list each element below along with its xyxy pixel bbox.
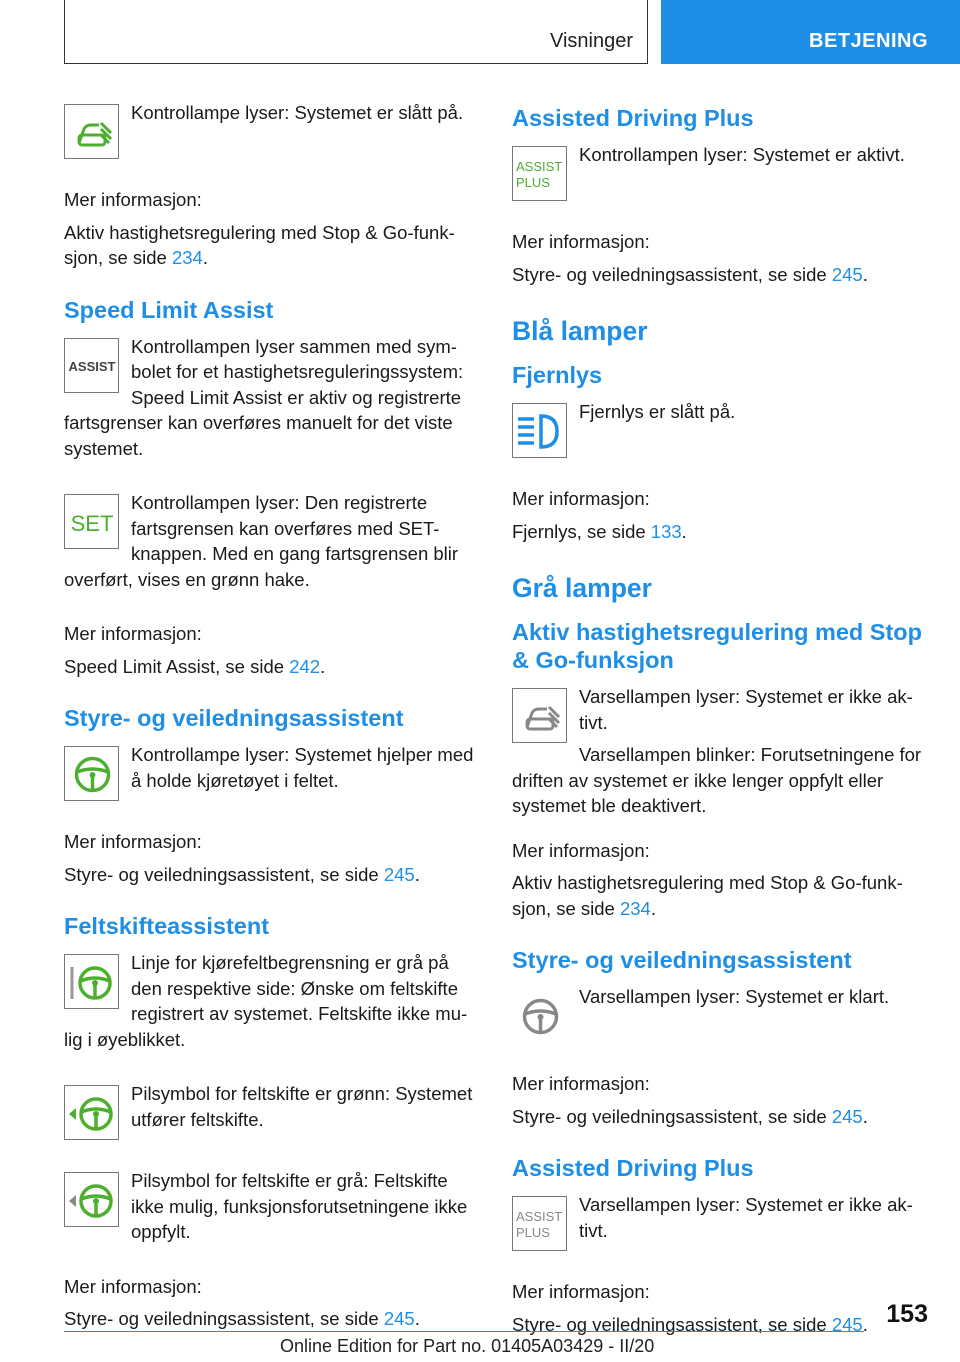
heading-steering-assistant-grey: Styre- og veiledningsassistent — [512, 947, 852, 973]
chapter-tab — [661, 0, 960, 64]
heading-steering-assistant: Styre- og veiledningsassistent — [64, 705, 404, 731]
icon-assist-label: ASSIST — [516, 159, 563, 174]
ref-end: . — [320, 655, 326, 677]
ref-end: . — [862, 263, 868, 285]
high-beam-icon — [512, 403, 567, 458]
cruise-control-green-icon — [64, 104, 119, 159]
page-number: 153 — [886, 1300, 928, 1328]
lane-arrow-grey-text: Pilsymbol for feltskifte er grå: Feltskifte ikke mulig, funksjonsforutsetningene ikke oppfylt. — [131, 1170, 468, 1242]
footer-edition: Online Edition for Part no. 01405A03429 - II/20 — [280, 1336, 655, 1356]
page-link-245[interactable]: 245 — [831, 1313, 863, 1335]
adp-inactive-text: Varsellampen lyser: Systemet er ikke aktivt. — [579, 1194, 913, 1241]
ref-text: Styre- og veiledningsassistent, se side — [512, 263, 832, 285]
ref-end: . — [414, 863, 420, 885]
ref-end: . — [681, 520, 687, 542]
chapter-tab-label: BETJENING — [809, 30, 928, 52]
page-link-245[interactable]: 245 — [383, 863, 415, 885]
steering-active-text: Kontrollampe lyser: Systemet hjelper med å holde kjøretøyet i feltet. — [131, 744, 474, 791]
adp-active-block — [512, 142, 927, 207]
ref-end: . — [862, 1105, 868, 1127]
heading-blue-lamps: Blå lamper — [512, 316, 648, 346]
set-icon — [64, 494, 119, 549]
more-info-label: Mer informasjon: — [64, 831, 202, 852]
more-info-label: Mer informasjon: — [512, 231, 650, 252]
ref-cruise-grey — [512, 870, 927, 921]
page-link-234[interactable]: 234 — [619, 897, 651, 919]
steering-ready-text: Varsellampen lyser: Systemet er klart. — [579, 986, 890, 1007]
ref-adp — [512, 262, 927, 288]
ref-adp-grey — [512, 1312, 927, 1338]
heading-lane-change-assistant: Feltskifteassistent — [64, 913, 270, 939]
icon2-assist-label: ASSIST — [516, 1209, 563, 1224]
set-text: Kontrollampen lyser: Den registrerte fartsgrensen kan overføres med SET-knappen. Med en gang fartsgrensen blir overført, vises en grønn hake. — [64, 492, 459, 590]
set-icon-text: SET — [70, 511, 114, 536]
assist-plus-green-icon — [512, 146, 567, 201]
ref-cruise — [64, 220, 476, 271]
ref-speed-limit — [64, 654, 476, 680]
lane-arrow-grey-icon — [64, 1172, 119, 1227]
ref-text: Speed Limit Assist, se side — [64, 655, 290, 677]
ref-lane-change — [64, 1306, 476, 1332]
right-column — [512, 100, 927, 1344]
page-link-133[interactable]: 133 — [650, 520, 682, 542]
ref-steering-grey — [512, 1104, 927, 1130]
lane-arrow-green-icon — [64, 1085, 119, 1140]
ref-text: Aktiv hastighetsregulering med Stop & Go-funksjon, se side — [512, 872, 903, 919]
steering-active-block — [64, 742, 476, 807]
ref-text: Aktiv hastighetsregulering med Stop & Go-funksjon, se side — [64, 221, 455, 268]
cruise-active-block — [64, 100, 476, 165]
page-link-245[interactable]: 245 — [383, 1308, 415, 1329]
heading-high-beam: Fjernlys — [512, 362, 603, 388]
assist-icon-text: ASSIST — [68, 358, 116, 374]
ref-end: . — [862, 1313, 868, 1335]
heading-speed-limit-assist: Speed Limit Assist — [64, 296, 274, 323]
lane-arrow-grey-block — [64, 1168, 476, 1252]
lane-arrow-green-block — [64, 1081, 476, 1146]
adp-inactive-block — [512, 1192, 927, 1257]
icon2-plus-label: PLUS — [516, 1225, 550, 1240]
more-info-label: Mer informasjon: — [64, 623, 202, 644]
icon-plus-label: PLUS — [516, 175, 550, 190]
ref-high-beam — [512, 519, 927, 545]
speed-assist-text: Kontrollampen lyser sammen med symbolet for et hastighetsreguleringssystem: Speed Limit Assist er aktiv og registrerte fartsgrenser kan overføres manuelt for det viste systemet. — [64, 335, 464, 459]
ref-end: . — [650, 897, 656, 919]
assist-icon — [64, 338, 119, 393]
more-info-label: Mer informasjon: — [64, 1275, 202, 1297]
ref-text: Styre- og veiledningsassistent, se side — [64, 863, 384, 885]
ref-text: Styre- og veiledningsassistent, se side — [64, 1308, 384, 1329]
cruise-inactive-text-2: Varsellampen blinker: Forutsetningene for driften av systemet er ikke lenger oppfylt eller systemet ble deaktivert. — [512, 744, 922, 816]
heading-assisted-driving-plus-grey: Assisted Driving Plus — [512, 1155, 754, 1181]
set-block — [64, 490, 476, 599]
section-tab-label: Visninger — [549, 30, 633, 52]
lane-arrow-green-text: Pilsymbol for feltskifte er grønn: Systemet utfører feltskifte. — [131, 1083, 473, 1130]
steering-wheel-green-icon — [64, 746, 119, 801]
cruise-inactive-text-1: Varsellampen lyser: Systemet er ikke aktivt. — [579, 686, 913, 733]
page-link-245[interactable]: 245 — [831, 263, 863, 285]
more-info-label: Mer informasjon: — [512, 488, 650, 509]
more-info-label: Mer informasjon: — [512, 1073, 650, 1094]
cruise-control-grey-icon — [512, 688, 567, 743]
ref-text: Styre- og veiledningsassistent, se side — [512, 1105, 832, 1127]
ref-steering — [64, 862, 476, 888]
more-info-label: Mer informasjon: — [512, 1281, 650, 1302]
assist-plus-grey-icon — [512, 1196, 567, 1251]
page-link-245[interactable]: 245 — [831, 1105, 863, 1127]
adp-active-text: Kontrollampen lyser: Systemet er aktivt. — [579, 144, 905, 165]
page-link-242[interactable]: 242 — [289, 655, 321, 677]
steering-wheel-grey-icon — [512, 988, 567, 1043]
lane-line-block — [64, 950, 476, 1059]
ref-text: Fjernlys, se side — [512, 520, 651, 542]
steering-ready-block — [512, 984, 927, 1049]
ref-end: . — [202, 247, 208, 268]
section-tab — [64, 0, 648, 64]
footer-divider — [64, 1331, 864, 1332]
page-link-234[interactable]: 234 — [171, 247, 203, 268]
heading-grey-lamps: Grå lamper — [512, 573, 652, 603]
high-beam-text: Fjernlys er slått på. — [579, 401, 736, 422]
left-column — [64, 100, 476, 1339]
ref-end: . — [414, 1308, 420, 1329]
heading-cruise-stop-go: Aktiv hastighetsregulering med Stop & Go-funksjon — [512, 619, 923, 673]
high-beam-block — [512, 399, 927, 464]
cruise-active-text: Kontrollampe lyser: Systemet er slått på. — [131, 102, 464, 123]
ref-text: Styre- og veiledningsassistent, se side — [512, 1313, 832, 1335]
more-info-label: Mer informasjon: — [64, 189, 202, 210]
lane-wheel-icon — [64, 954, 119, 1009]
cruise-inactive-block — [512, 684, 927, 826]
more-info-label: Mer informasjon: — [512, 839, 650, 861]
speed-assist-block — [64, 334, 476, 469]
heading-assisted-driving-plus: Assisted Driving Plus — [512, 105, 754, 131]
lane-line-text: Linje for kjørefeltbegrensning er grå på den respektive side: Ønske om feltskifte registrert av systemet. Feltskifte ikke mulig i øyeblikket. — [64, 952, 468, 1050]
